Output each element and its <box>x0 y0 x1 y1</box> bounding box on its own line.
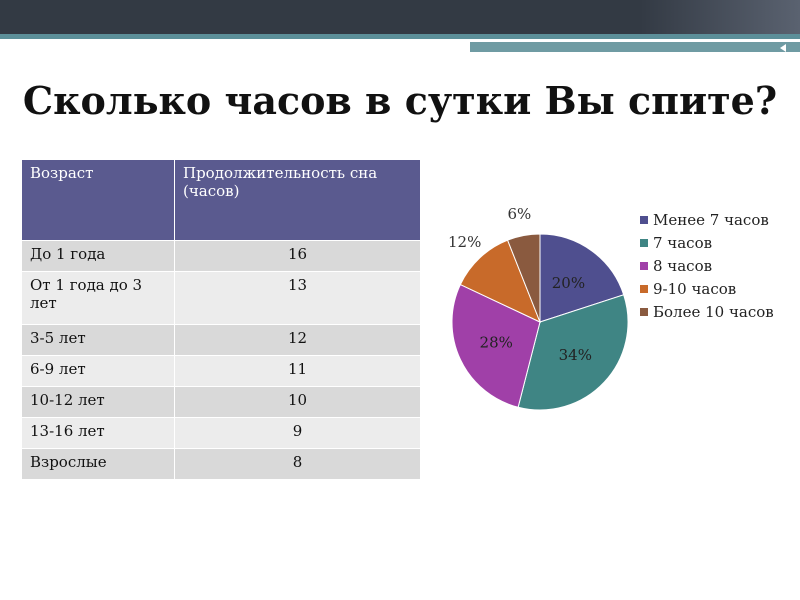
legend-label: 7 часов <box>653 233 713 252</box>
pie-label: 34% <box>558 346 592 365</box>
table-cell-hours: 11 <box>175 356 421 387</box>
legend-item <box>640 277 774 300</box>
slide-title: Сколько часов в сутки Вы спите? <box>22 78 778 123</box>
legend-label: 9-10 часов <box>653 279 737 298</box>
table-cell-age: 10-12 лет <box>22 387 175 418</box>
legend-swatch <box>640 308 648 316</box>
chart-legend <box>640 208 774 323</box>
table-cell-age: 3-5 лет <box>22 325 175 356</box>
table-row <box>22 241 421 272</box>
pie-label: 12% <box>448 232 482 251</box>
table-cell-hours: 10 <box>175 387 421 418</box>
table-cell-hours: 12 <box>175 325 421 356</box>
table-row <box>22 449 421 480</box>
table-cell-age: 13-16 лет <box>22 418 175 449</box>
legend-item <box>640 208 774 231</box>
legend-label: Более 10 часов <box>653 302 774 321</box>
table-row <box>22 387 421 418</box>
table-row <box>22 356 421 387</box>
legend-swatch <box>640 239 648 247</box>
legend-swatch <box>640 262 648 270</box>
top-banner-gradient <box>640 0 800 34</box>
legend-item <box>640 254 774 277</box>
pie-label: 28% <box>479 333 513 352</box>
pie-label: 20% <box>551 273 586 292</box>
table-cell-age: До 1 года <box>22 241 175 272</box>
table-cell-hours: 9 <box>175 418 421 449</box>
table-cell-age: 6-9 лет <box>22 356 175 387</box>
legend-label: 8 часов <box>653 256 713 275</box>
legend-swatch <box>640 216 648 224</box>
table-cell-age: От 1 года до 3 лет <box>22 272 175 325</box>
table-cell-hours: 13 <box>175 272 421 325</box>
table-row <box>22 272 421 325</box>
table-header-age: Возраст <box>22 160 175 241</box>
top-banner-accent <box>470 42 800 52</box>
arrow-icon <box>780 44 786 52</box>
table-cell-hours: 8 <box>175 449 421 480</box>
sleep-table <box>21 159 421 480</box>
table-cell-hours: 16 <box>175 241 421 272</box>
table-header-duration: Продолжительность сна (часов) <box>175 160 421 241</box>
table-row <box>22 325 421 356</box>
legend-item <box>640 300 774 323</box>
legend-label: Менее 7 часов <box>653 210 769 229</box>
pie-label: 6% <box>507 204 532 223</box>
table-row <box>22 418 421 449</box>
table-cell-age: Взрослые <box>22 449 175 480</box>
sleep-pie-chart <box>440 200 640 430</box>
legend-item <box>640 231 774 254</box>
legend-swatch <box>640 285 648 293</box>
